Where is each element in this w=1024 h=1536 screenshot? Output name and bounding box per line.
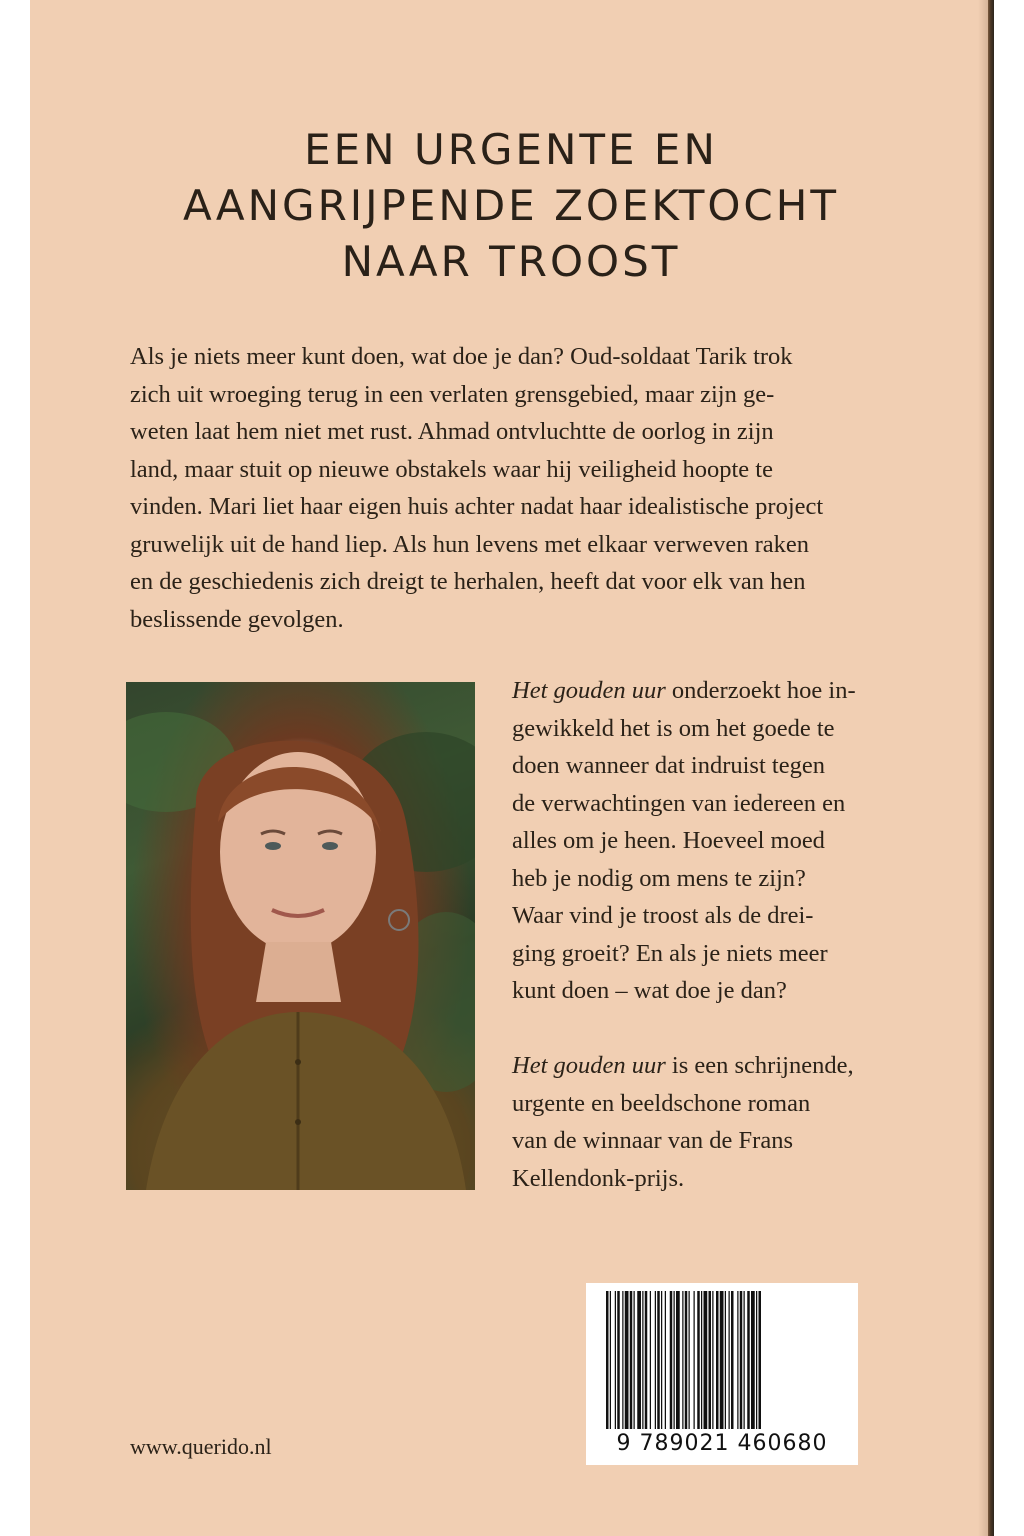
blurb-paragraph <box>130 338 890 638</box>
description-paragraph-2 <box>512 1047 912 1197</box>
barcode-bar <box>674 1291 675 1429</box>
paragraph-line: alles om je heen. Hoeveel moed <box>512 827 825 854</box>
barcode-bar <box>606 1291 609 1429</box>
paragraph-line: de verwachtingen van iedereen en <box>512 789 846 817</box>
blurb-line: land, maar stuit op nieuwe obstakels waar hij veiligheid hoopte te <box>130 455 773 483</box>
barcode-bar <box>661 1291 662 1429</box>
blurb-line: zich uit wroeging terug in een verlaten grensgebied, maar zijn ge- <box>130 380 775 408</box>
author-photo <box>126 682 475 1190</box>
description-paragraph-1 <box>512 672 912 1010</box>
blurb-line: Als je niets meer kunt doen, wat doe je dan? Oud-soldaat Tarik trok <box>130 343 793 370</box>
barcode-bar <box>617 1291 620 1429</box>
paragraph-line: gewikkeld het is om het goede te <box>512 714 835 742</box>
blurb-line: vinden. Mari liet haar eigen huis achter nadat haar idealistische project <box>130 493 824 520</box>
barcode-bar <box>751 1291 755 1429</box>
barcode-bar <box>665 1291 666 1429</box>
barcode-bar <box>701 1291 702 1429</box>
barcode-bar <box>622 1291 623 1429</box>
barcode-bar <box>685 1291 688 1429</box>
blurb-line: beslissende gevolgen. <box>130 605 344 633</box>
barcode-bars <box>606 1291 838 1429</box>
barcode-bar <box>637 1291 641 1429</box>
barcode-bar <box>689 1291 690 1429</box>
barcode-bar <box>650 1291 651 1429</box>
barcode-bar <box>610 1291 611 1429</box>
paragraph-line: Waar vind je troost als de drei- <box>512 902 814 929</box>
barcode-bar <box>625 1291 629 1429</box>
headline-line: NAAR TROOST <box>341 237 681 286</box>
headline-line: AANGRIJPENDE ZOEKTOCHT <box>183 181 839 230</box>
headline-line: EEN URGENTE EN <box>304 125 718 174</box>
barcode-bar <box>716 1291 719 1429</box>
barcode-bar <box>655 1291 656 1429</box>
barcode-bar <box>712 1291 713 1429</box>
barcode-bar <box>740 1291 743 1429</box>
barcode-bar <box>720 1291 724 1429</box>
barcode-bar <box>676 1291 680 1429</box>
paragraph-line <box>512 672 912 710</box>
barcode-bar <box>744 1291 745 1429</box>
barcode-bar <box>731 1291 734 1429</box>
paragraph-text: is een schrijnende, <box>665 1052 854 1079</box>
paragraph-line <box>512 1047 912 1085</box>
barcode-bar <box>615 1291 616 1429</box>
headline <box>30 122 992 290</box>
blurb-line: gruwelijk uit de hand liep. Als hun levens met elkaar verweven raken <box>130 530 809 558</box>
paragraph-text: onderzoekt hoe in- <box>665 677 856 704</box>
book-title-italic: Het gouden uur <box>512 1052 666 1079</box>
paragraph-line: urgente en beeldschone roman <box>512 1089 811 1117</box>
barcode-bar <box>645 1291 648 1429</box>
barcode-bar <box>725 1291 726 1429</box>
barcode-bar <box>634 1291 635 1429</box>
author-portrait-illustration <box>126 682 475 1190</box>
isbn-barcode <box>586 1283 858 1465</box>
paragraph-line: ging groeit? En als je niets meer <box>512 939 828 967</box>
barcode-bar <box>756 1291 757 1429</box>
blurb-line: en de geschiedenis zich dreigt te herhalen, heeft dat voor elk van hen <box>130 568 806 595</box>
barcode-bar <box>737 1291 738 1429</box>
blurb-line: weten laat hem niet met rust. Ahmad ontvluchtte de oorlog in zijn <box>130 418 774 445</box>
barcode-bar <box>642 1291 643 1429</box>
barcode-bar <box>704 1291 708 1429</box>
paragraph-line: doen wanneer dat indruist tegen <box>512 752 825 779</box>
barcode-bar <box>670 1291 673 1429</box>
barcode-bar <box>747 1291 750 1429</box>
paragraph-line: heb je nodig om mens te zijn? <box>512 864 806 892</box>
paragraph-line: van de winnaar van de Frans <box>512 1127 793 1154</box>
isbn-number: 9 789021 460680 <box>616 1431 828 1456</box>
barcode-bar <box>729 1291 730 1429</box>
paragraph-line: Kellendonk-prijs. <box>512 1164 685 1192</box>
barcode-bar <box>759 1291 762 1429</box>
barcode-bar <box>697 1291 700 1429</box>
barcode-bar <box>657 1291 660 1429</box>
paragraph-line: kunt doen – wat doe je dan? <box>512 977 787 1004</box>
publisher-website-link[interactable]: www.querido.nl <box>130 1434 272 1459</box>
book-title-italic: Het gouden uur <box>512 677 666 704</box>
barcode-bar <box>630 1291 633 1429</box>
barcode-bar <box>682 1291 683 1429</box>
barcode-bar <box>709 1291 712 1429</box>
barcode-bar <box>694 1291 695 1429</box>
